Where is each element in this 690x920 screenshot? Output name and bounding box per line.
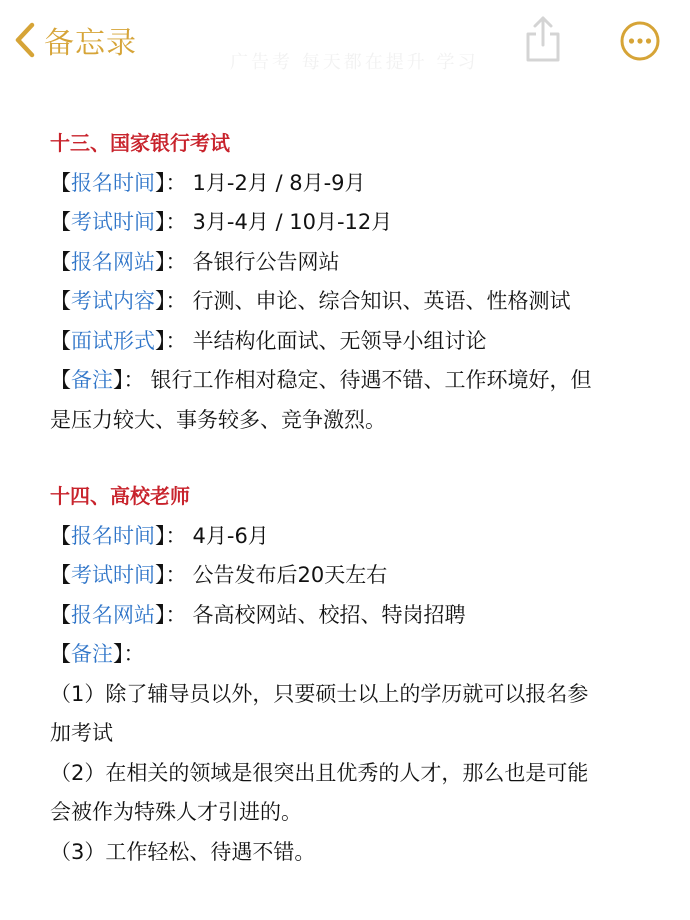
note-item: （1）除了辅导员以外，只要硕士以上的学历就可以报名参: [50, 681, 589, 706]
ellipsis-circle-icon: [619, 47, 661, 66]
field-value: 行测、申论、综合知识、英语、性格测试: [192, 289, 571, 313]
back-button[interactable]: [14, 18, 137, 62]
share-button[interactable]: [522, 14, 564, 64]
field-key: 报名时间: [71, 523, 155, 548]
field-exam-time: 【考试时间】： 3月-4月 / 10月-12月: [50, 210, 393, 234]
field-reg-site: 【报名网站】： 各高校网站、校招、特岗招聘: [50, 602, 466, 627]
note-body: [50, 124, 650, 872]
note-item: （2）在相关的领域是很突出且优秀的人才，那么也是可能: [50, 760, 589, 785]
field-key: 考试时间: [71, 210, 155, 234]
field-value: 各银行公告网站: [192, 249, 340, 274]
section-title: 十四、高校老师: [50, 484, 190, 508]
field-value: 公告发布后20天左右: [192, 563, 388, 587]
field-value: 1月-2月 / 8月-9月: [192, 170, 366, 195]
field-reg-time: 【报名时间】： 1月-2月 / 8月-9月: [50, 170, 366, 195]
field-key: 报名网站: [71, 249, 155, 274]
field-key: 备注: [71, 642, 113, 666]
note-item-continuation: 加考试: [50, 721, 113, 745]
note-item: （3）工作轻松、待遇不错。: [50, 839, 316, 864]
field-value: 各高校网站、校招、特岗招聘: [192, 602, 466, 627]
more-button[interactable]: [619, 20, 661, 62]
field-key: 考试时间: [71, 563, 155, 587]
field-value: 半结构化面试、无领导小组讨论: [192, 328, 487, 353]
field-reg-site: 【报名网站】： 各银行公告网站: [50, 249, 340, 274]
note-item-continuation: 会被作为特殊人才引进的。: [50, 800, 302, 824]
field-note: 【备注】： 银行工作相对稳定、待遇不错、工作环境好，但: [50, 368, 592, 392]
field-key: 备注: [71, 368, 113, 392]
section-title: 十三、国家银行考试: [50, 131, 230, 155]
field-exam-content: 【考试内容】： 行测、申论、综合知识、英语、性格测试: [50, 289, 571, 313]
field-value: 银行工作相对稳定、待遇不错、工作环境好，但: [150, 368, 592, 392]
field-key: 报名时间: [71, 170, 155, 195]
field-value: 4月-6月: [192, 523, 269, 548]
field-interview: 【面试形式】： 半结构化面试、无领导小组讨论: [50, 328, 487, 353]
field-note-continuation: 是压力较大、事务较多、竞争激烈。: [50, 407, 386, 432]
field-key: 报名网站: [71, 602, 155, 627]
field-key: 考试内容: [71, 289, 155, 313]
faded-watermark-text: 广告考 每天都在提升 学习: [230, 52, 479, 73]
chevron-left-icon: [14, 22, 36, 58]
field-key: 面试形式: [71, 328, 155, 353]
navigation-bar: [0, 0, 690, 82]
field-note: 【备注】：: [50, 642, 145, 666]
field-exam-time: 【考试时间】： 公告发布后20天左右: [50, 563, 388, 587]
field-reg-time: 【报名时间】： 4月-6月: [50, 523, 269, 548]
share-icon: [522, 49, 564, 68]
section-gap: [50, 440, 650, 477]
back-label: 备忘录: [44, 26, 137, 61]
field-value: 3月-4月 / 10月-12月: [192, 210, 393, 234]
